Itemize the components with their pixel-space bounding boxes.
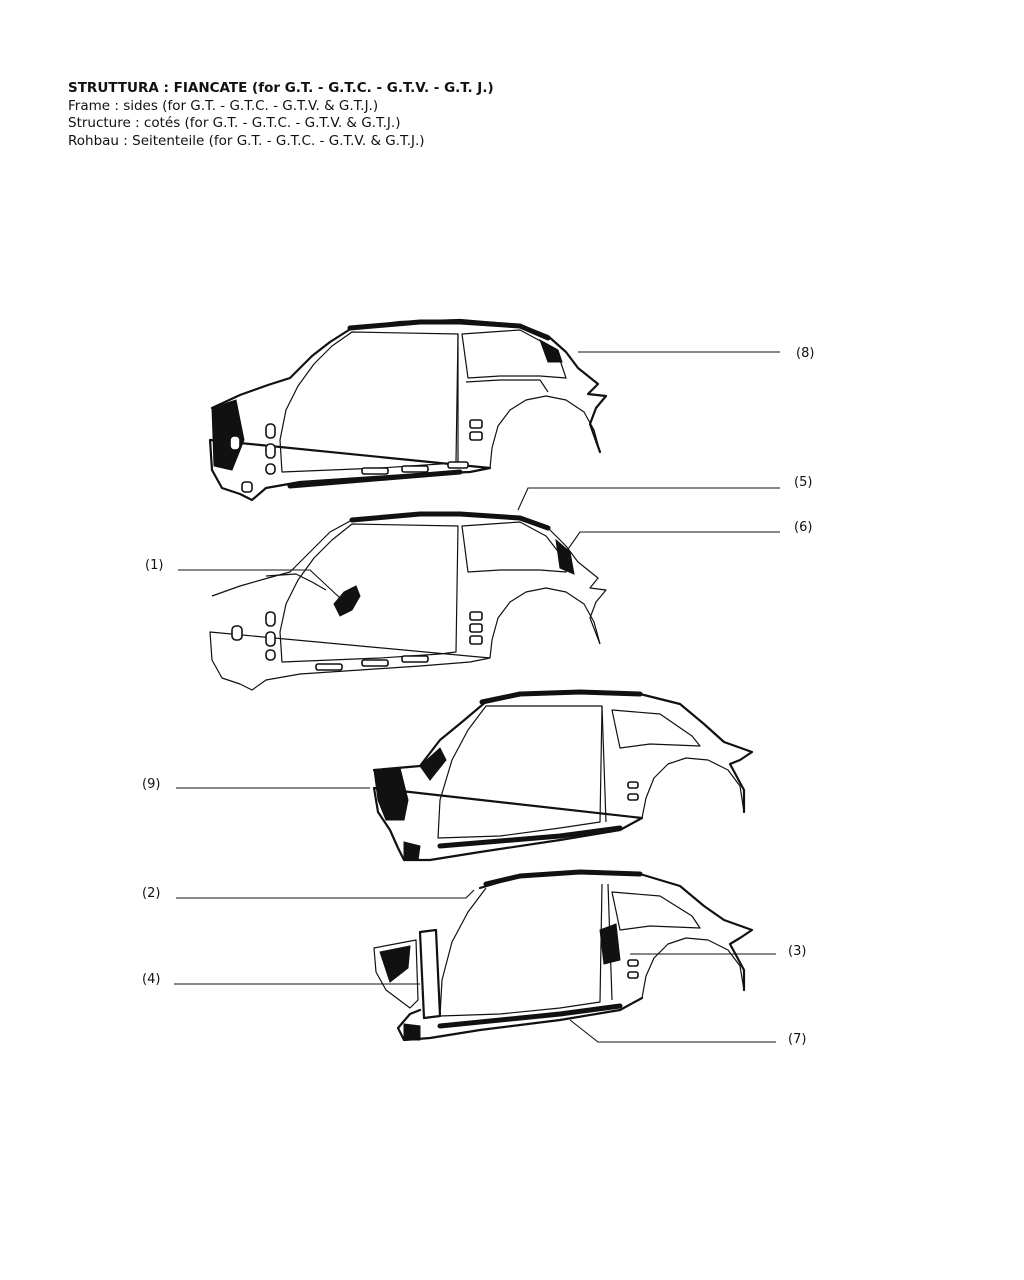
callout-5: (5) — [794, 475, 813, 490]
leader-7 — [570, 1020, 776, 1042]
callout-2: (2) — [142, 886, 161, 901]
callout-3: (3) — [788, 944, 807, 959]
callout-1: (1) — [145, 558, 164, 573]
callout-6: (6) — [794, 520, 813, 535]
side-assembly-exploded — [210, 514, 606, 690]
title-italian: STRUTTURA : FIANCATE (for G.T. - G.T.C. - G.T.V. - G.T. J.) — [68, 80, 494, 96]
callout-7: (7) — [788, 1032, 807, 1047]
callout-8: (8) — [796, 346, 815, 361]
callout-9: (9) — [142, 777, 161, 792]
leader-2 — [176, 890, 474, 898]
title-german: Rohbau : Seitenteile (for G.T. - G.T.C. - G.T.V. & G.T.J.) — [68, 132, 425, 149]
side-parts-detail — [374, 872, 752, 1040]
leader-5 — [518, 488, 780, 510]
inner-frame-assembly — [374, 692, 752, 860]
callout-labels — [142, 346, 814, 1047]
callout-4: (4) — [142, 972, 161, 987]
side-assembly-complete — [210, 320, 606, 500]
leader-6 — [566, 532, 780, 552]
title-french: Structure : cotés (for G.T. - G.T.C. - G.T.V. & G.T.J.) — [68, 115, 401, 131]
title-english: Frame : sides (for G.T. - G.T.C. - G.T.V. & G.T.J.) — [68, 97, 379, 114]
